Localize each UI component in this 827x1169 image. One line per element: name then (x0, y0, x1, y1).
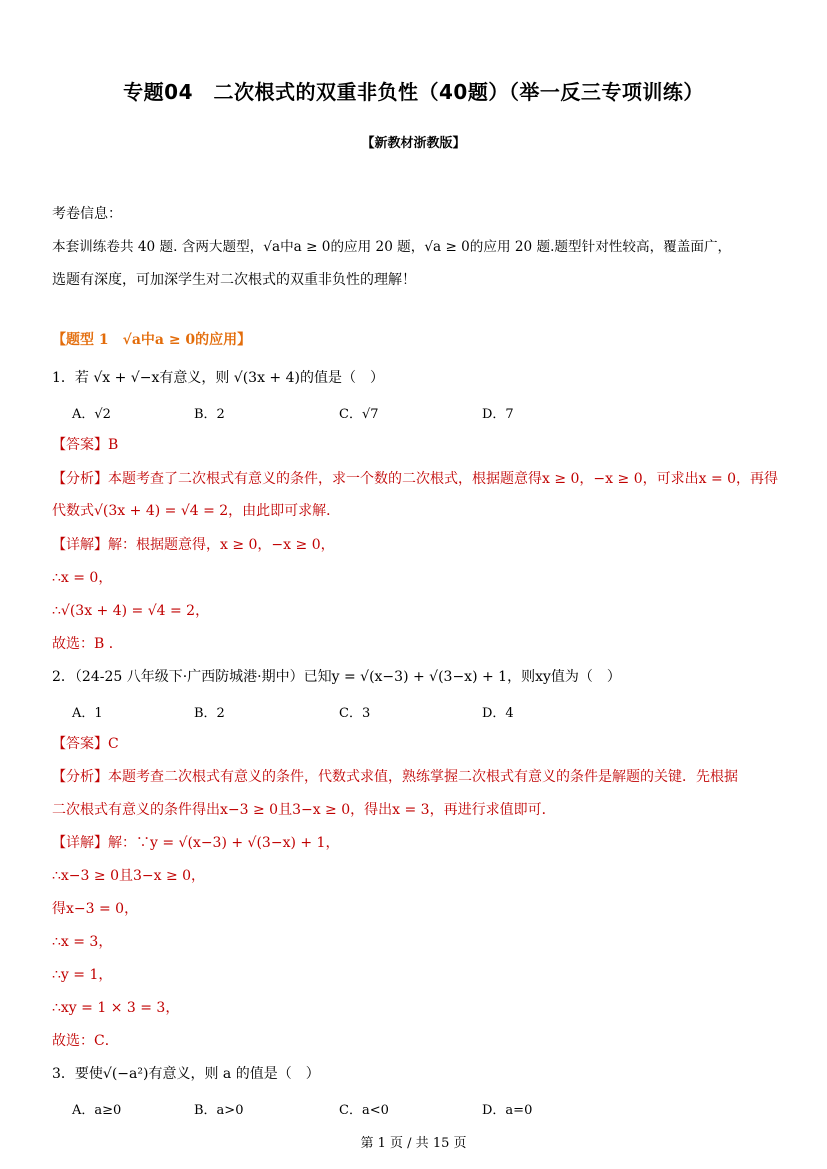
q2-analysis-line-2: 二次根式有意义的条件得出x−3 ≥ 0且3−x ≥ 0，得出x = 3，再进行求值即可． (52, 802, 556, 818)
q1-analysis-line-2: 代数式√(3x + 4) = √4 = 2，由此即可求解． (52, 503, 341, 519)
q3-option-a: A．a≥0 (72, 1103, 122, 1118)
q2-step-2: 得x−3 = 0， (52, 901, 139, 917)
info-line-2: 选题有深度，可加深学生对二次根式的双重非负性的理解！ (52, 272, 416, 288)
q3-option-b: B．a>0 (194, 1103, 244, 1118)
q1-stem: 1．若 √x + √−x有意义，则 √(3x + 4)的值是（ ） (52, 370, 384, 386)
q2-option-b: B．2 (194, 706, 225, 721)
q1-option-a: A．√2 (72, 407, 111, 422)
info-label: 考卷信息： (52, 206, 122, 222)
q1-detail: 【详解】解：根据题意得，x ≥ 0，−x ≥ 0， (52, 537, 335, 553)
q2-option-a: A．1 (72, 706, 103, 721)
q3-stem: 3．要使√(−a²)有意义，则 a 的值是（ ） (52, 1066, 320, 1082)
page-title: 专题04 二次根式的双重非负性（40题）（举一反三专项训练） (123, 80, 704, 104)
page-footer: 第 1 页 / 共 15 页 (360, 1136, 467, 1151)
q2-answer: 【答案】C (52, 736, 119, 752)
q2-option-d: D．4 (482, 706, 514, 721)
q1-option-d: D．7 (482, 407, 514, 422)
q2-detail: 【详解】解：∵y = √(x−3) + √(3−x) + 1， (52, 835, 340, 851)
edition-subtitle: 【新教材浙教版】 (361, 136, 466, 151)
q2-step-5: ∴xy = 1 × 3 = 3， (52, 1000, 180, 1016)
q1-analysis-line-1: 【分析】本题考查了二次根式有意义的条件，求一个数的二次根式，根据题意得x ≥ 0，−x ≥ 0，可求出x = 0，再得 (52, 471, 779, 487)
q2-option-c: C．3 (339, 706, 371, 721)
q2-analysis-line-1: 【分析】本题考查二次根式有意义的条件，代数式求值，熟练掌握二次根式有意义的条件是解题的关键．先根据 (52, 769, 738, 785)
q2-stem: 2．（24-25 八年级下·广西防城港·期中）已知y = √(x−3) + √(3−x) + 1，则xy值为（ ） (52, 669, 621, 685)
section-heading-type1: 【题型 1 √a中a ≥ 0的应用】 (52, 332, 252, 348)
q2-conclusion: 故选：C． (52, 1033, 119, 1049)
q1-step-2: ∴√(3x + 4) = √4 = 2， (52, 603, 210, 619)
q2-step-4: ∴y = 1， (52, 967, 113, 983)
q3-option-d: D．a=0 (482, 1103, 533, 1118)
q1-answer: 【答案】B (52, 437, 119, 453)
q1-conclusion: 故选：B ． (52, 636, 123, 652)
q2-step-1: ∴x−3 ≥ 0且3−x ≥ 0， (52, 868, 206, 884)
info-line-1: 本套训练卷共 40 题. 含两大题型，√a中a ≥ 0的应用 20 题，√a ≥ 0的应用 20 题.题型针对性较高，覆盖面广， (52, 239, 732, 255)
q1-option-b: B．2 (194, 407, 225, 422)
q1-step-1: ∴x = 0， (52, 570, 113, 586)
q3-option-c: C．a<0 (339, 1103, 389, 1118)
q1-option-c: C．√7 (339, 407, 379, 422)
q2-step-3: ∴x = 3， (52, 934, 113, 950)
